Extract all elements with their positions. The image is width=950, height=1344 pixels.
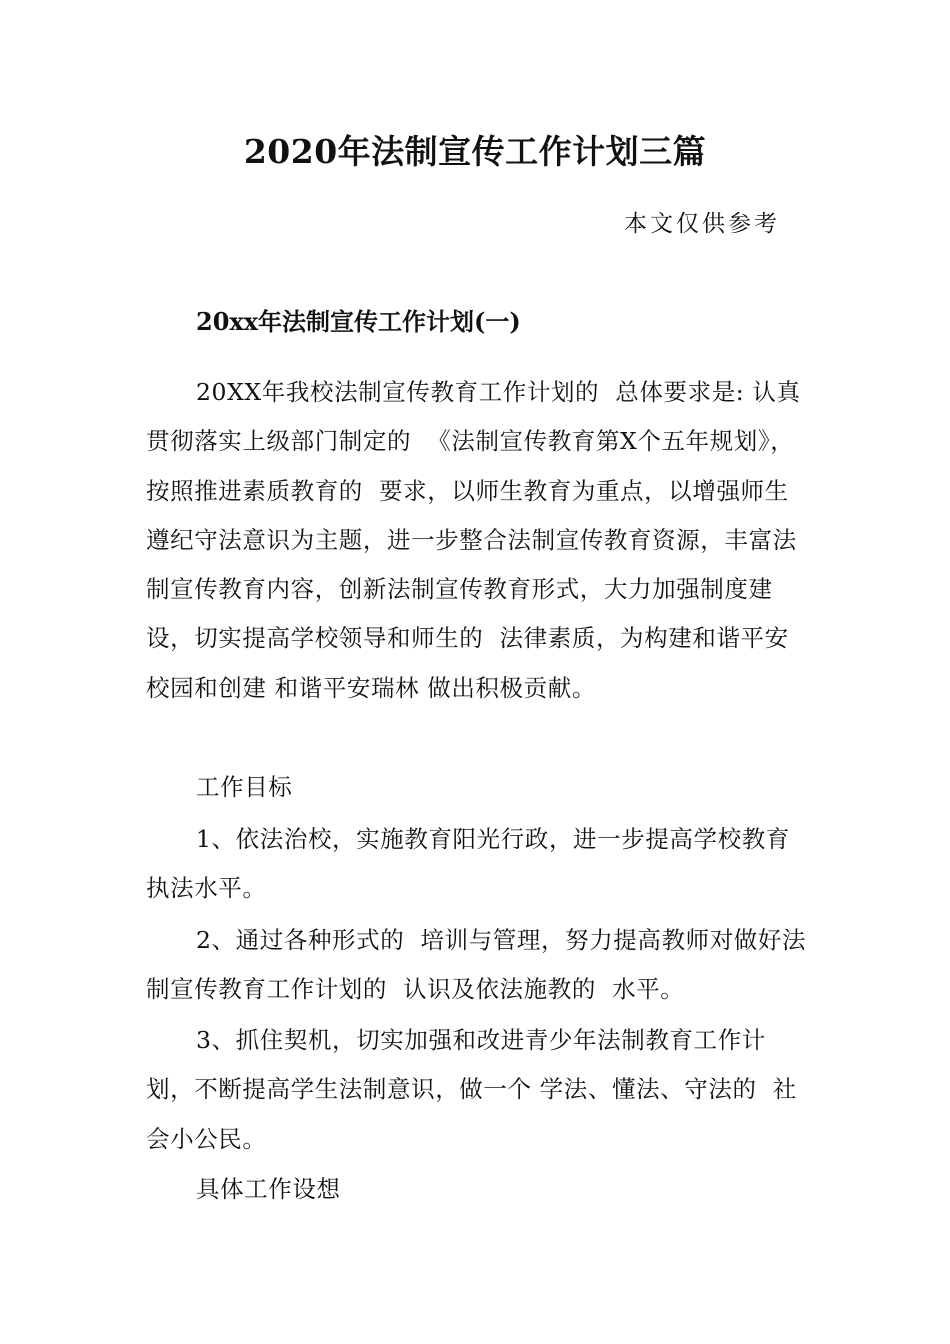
reference-note: 本文仅供参考: [624, 211, 780, 237]
intro-paragraph: 20XX年我校法制宣传教育工作计划的 总体要求是: 认真贯彻落实上级部门制定的 《法制宣传教育第X个五年规划》，按照推进素质教育的 要求，以师生教育为重点，以增强师生遵纪守法意识为主题，进一步整合法制宣传教育资源，丰富法制宣传教育内容，创新法制宣传教育形式，大力加强制度建设，切实提高学校领导和师生的 法律素质，为构建和谐平安校园和创建 和谐平安瑞林 做出积极贡献。: [146, 378, 801, 702]
goal-item-1: 1、依法治校，实施教育阳光行政，进一步提高学校教育执法水平。: [146, 825, 790, 903]
goal-item-3: 3、抓住契机，切实加强和改进青少年法制教育工作计划，不断提高学生法制意识，做一个 学法、懂法、守法的 社会小公民。: [146, 1026, 797, 1153]
section-heading: 20xx年法制宣传工作计划(一): [196, 307, 521, 336]
goal-item-2: 2、通过各种形式的 培训与管理，努力提高教师对做好法制宣传教育工作计划的 认识及依法施教的 水平。: [146, 926, 807, 1004]
document-title: 2020年法制宣传工作计划三篇: [243, 132, 707, 171]
plan-heading: 具体工作设想: [196, 1175, 341, 1203]
goals-heading: 工作目标: [196, 773, 293, 801]
